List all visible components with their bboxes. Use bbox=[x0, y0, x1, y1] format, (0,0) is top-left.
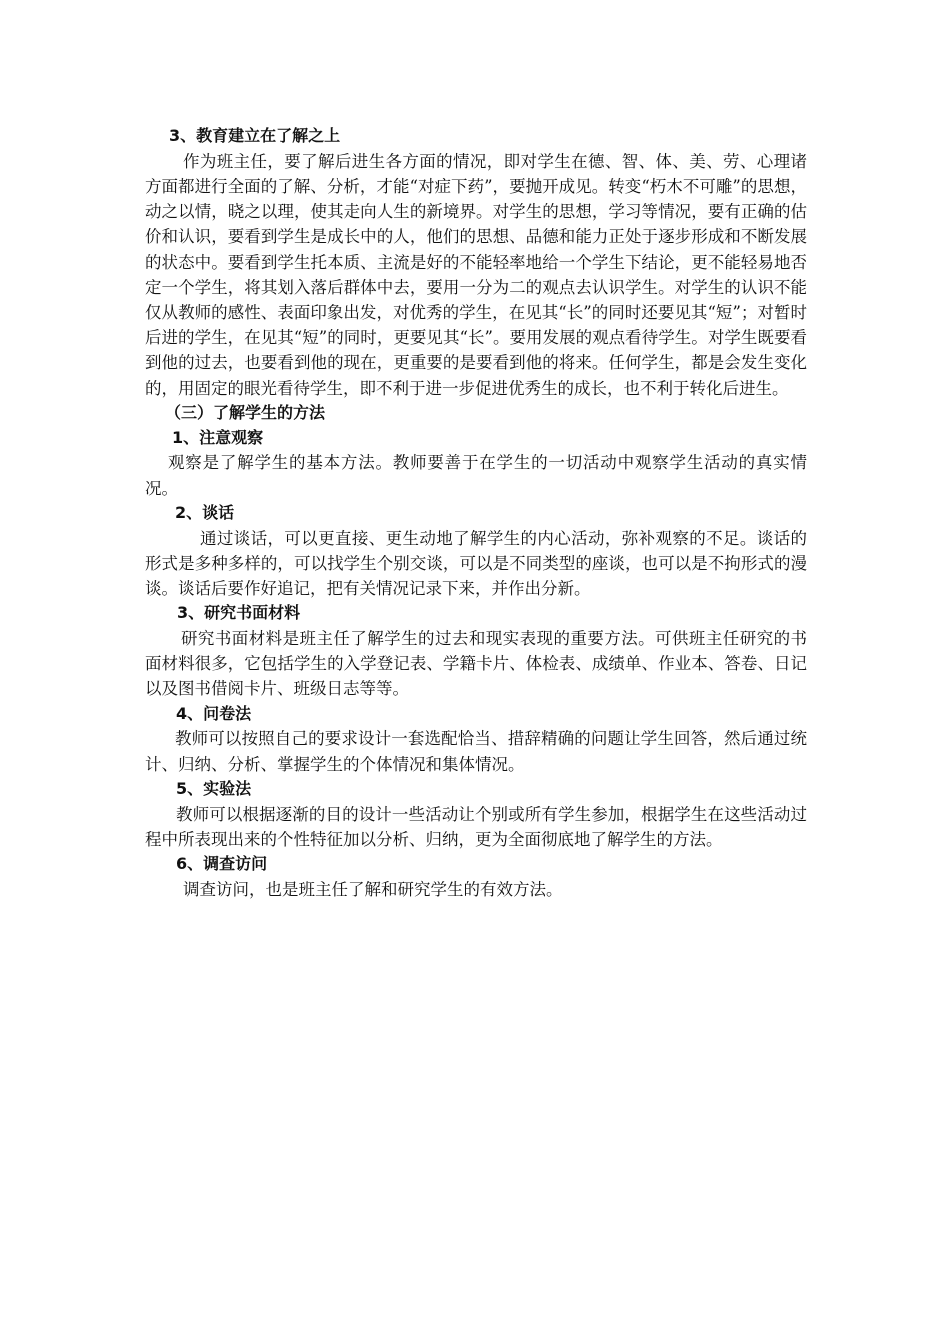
paragraph-experiment: 教师可以根据逐渐的目的设计一些活动让个别或所有学生参加，根据学生在这些活动过程中所表现出来的个性特征加以分析、归纳，更为全面彻底地了解学生的方法。 bbox=[145, 804, 807, 849]
section-heading-conversation: 2、谈话 bbox=[175, 502, 235, 522]
section-heading-written-materials: 3、研究书面材料 bbox=[177, 603, 301, 623]
paragraph-conversation: 通过谈话，可以更直接、更生动地了解学生的内心活动，弥补观察的不足。谈话的形式是多种多样的，可以找学生个别交谈，可以是不同类型的座谈，也可以是不拘形式的漫谈。谈话后要作好追记，把有关情况记录下来，并作出分新。 bbox=[145, 528, 807, 599]
section-heading-questionnaire: 4、问卷法 bbox=[176, 703, 252, 723]
section-heading-observation: 1、注意观察 bbox=[172, 427, 264, 447]
document-body bbox=[145, 124, 807, 902]
paragraph-observation: 观察是了解学生的基本方法。教师要善于在学生的一切活动中观察学生活动的真实情况。 bbox=[145, 453, 807, 498]
paragraph-written-materials: 研究书面材料是班主任了解学生的过去和现实表现的重要方法。可供班主任研究的书面材料很多，它包括学生的入学登记表、学籍卡片、体检表、成绩单、作业本、答卷、日记以及图书借阅卡片、班级日志等等。 bbox=[145, 629, 807, 699]
section-heading-experiment: 5、实验法 bbox=[176, 778, 252, 798]
paragraph-questionnaire: 教师可以按照自己的要求设计一套选配恰当、措辞精确的问题让学生回答，然后通过统计、归纳、分析、掌握学生的个体情况和集体情况。 bbox=[145, 729, 807, 774]
paragraph-investigation: 调查访问，也是班主任了解和研究学生的有效方法。 bbox=[183, 879, 563, 899]
paragraph-educate-understanding: 作为班主任，要了解后进生各方面的情况，即对学生在德、智、体、美、劳、心理诸方面都进行全面的了解、分析，才能“对症下药”，要抛开成见。转变“朽木不可雕”的思想，动之以情，晓之以理，使其走向人生的新境界。对学生的思想，学习等情况，要有正确的估价和认识，要看到学生是成长中的人，他们的思想、品德和能力正处于逐步形成和不断发展的状态中。要看到学生托本质、主流是好的不能轻率地给一个学生下结论，更不能轻易地否定一个学生，将其划入落后群体中去，要用一分为二的观点去认识学生。对学生的认识不能仅从教师的感性、表面印象出发，对优秀的学生，在见其“长”的同时还要见其“短”；对暂时后进的学生，在见其“短”的同时，更要见其“长”。要用发展的观点看待学生。对学生既要看到他的过去，也要看到他的现在，更重要的是要看到他的将来。任何学生，都是会发生变化的，用固定的眼光看待学生，即不利于进一步促进优秀生的成长，也不利于转化后进生。 bbox=[145, 151, 807, 398]
section-heading-methods: （三）了解学生的方法 bbox=[165, 402, 326, 422]
section-heading-educate-understanding: 3、教育建立在了解之上 bbox=[169, 126, 341, 145]
section-heading-investigation: 6、调查访问 bbox=[176, 854, 268, 874]
